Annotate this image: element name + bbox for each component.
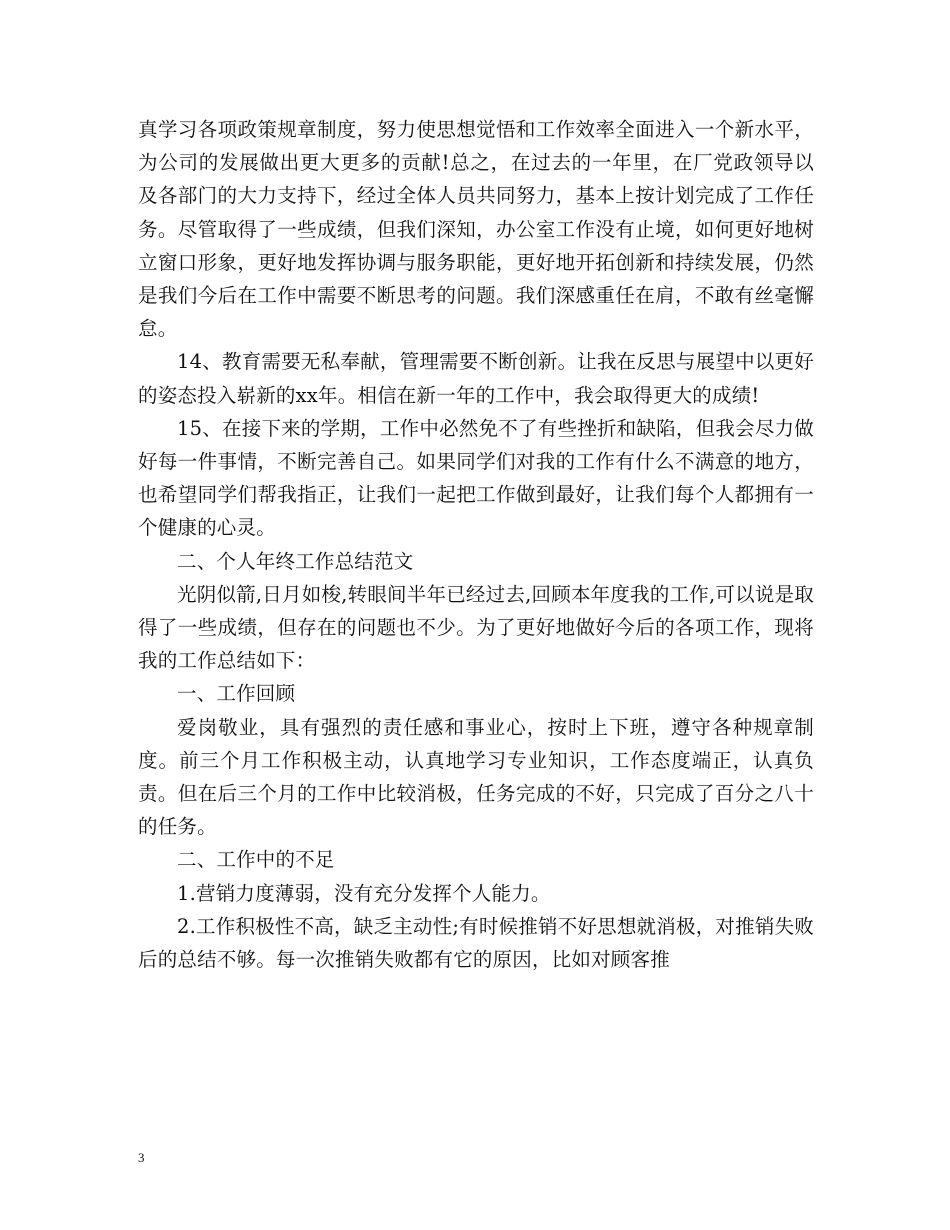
paragraph-1: 真学习各项政策规章制度，努力使思想觉悟和工作效率全面进入一个新水平，为公司的发展做出更大更多的贡献!总之，在过去的一年里，在厂党政领导以及各部门的大力支持下，经过全体人员共同努力，基本上按计划完成了工作任务。尽管取得了一些成绩，但我们深知，办公室工作没有止境，如何更好地树立窗口形象，更好地发挥协调与服务职能，更好地开拓创新和持续发展，仍然是我们今后在工作中需要不断思考的问题。我们深感重任在肩，不敢有丝毫懈怠。 [138,118,814,341]
paragraph-3: 15、在接下来的学期，工作中必然免不了有些挫折和缺陷，但我会尽力做好每一件事情，不断完善自己。如果同学们对我的工作有什么不满意的地方，也希望同学们帮我指正，让我们一起把工作做到最好，让我们每个人都拥有一个健康的心灵。 [138,416,814,540]
section-heading-personal-summary: 二、个人年终工作总结范文 [177,549,414,573]
list-item-1: 1.营销力度薄弱，没有充分发挥个人能力。 [177,881,551,905]
page-number: 3 [138,1150,145,1165]
list-item-2: 2.工作积极性不高，缺乏主动性;有时候推销不好思想就消极，对推销失败后的总结不够。每一次推销失败都有它的原因，比如对顾客推 [138,914,814,972]
paragraph-4: 光阴似箭,日月如梭,转眼间半年已经过去,回顾本年度我的工作,可以说是取得了一些成绩，但存在的问题也不少。为了更好地做好今后的各项工作，现将我的工作总结如下： [138,582,814,673]
paragraph-2: 14、教育需要无私奉献，管理需要不断创新。让我在反思与展望中以更好的姿态投入崭新的xx年。相信在新一年的工作中，我会取得更大的成绩! [138,350,814,407]
section-heading-shortcomings: 二、工作中的不足 [177,848,335,872]
paragraph-5: 爱岗敬业，具有强烈的责任感和事业心，按时上下班，遵守各种规章制度。前三个月工作积极主动，认真地学习专业知识，工作态度端正，认真负责。但在后三个月的工作中比较消极，任务完成的不好，只完成了百分之八十的任务。 [138,715,814,839]
document-body [138,113,814,976]
section-heading-work-review: 一、工作回顾 [177,682,296,706]
